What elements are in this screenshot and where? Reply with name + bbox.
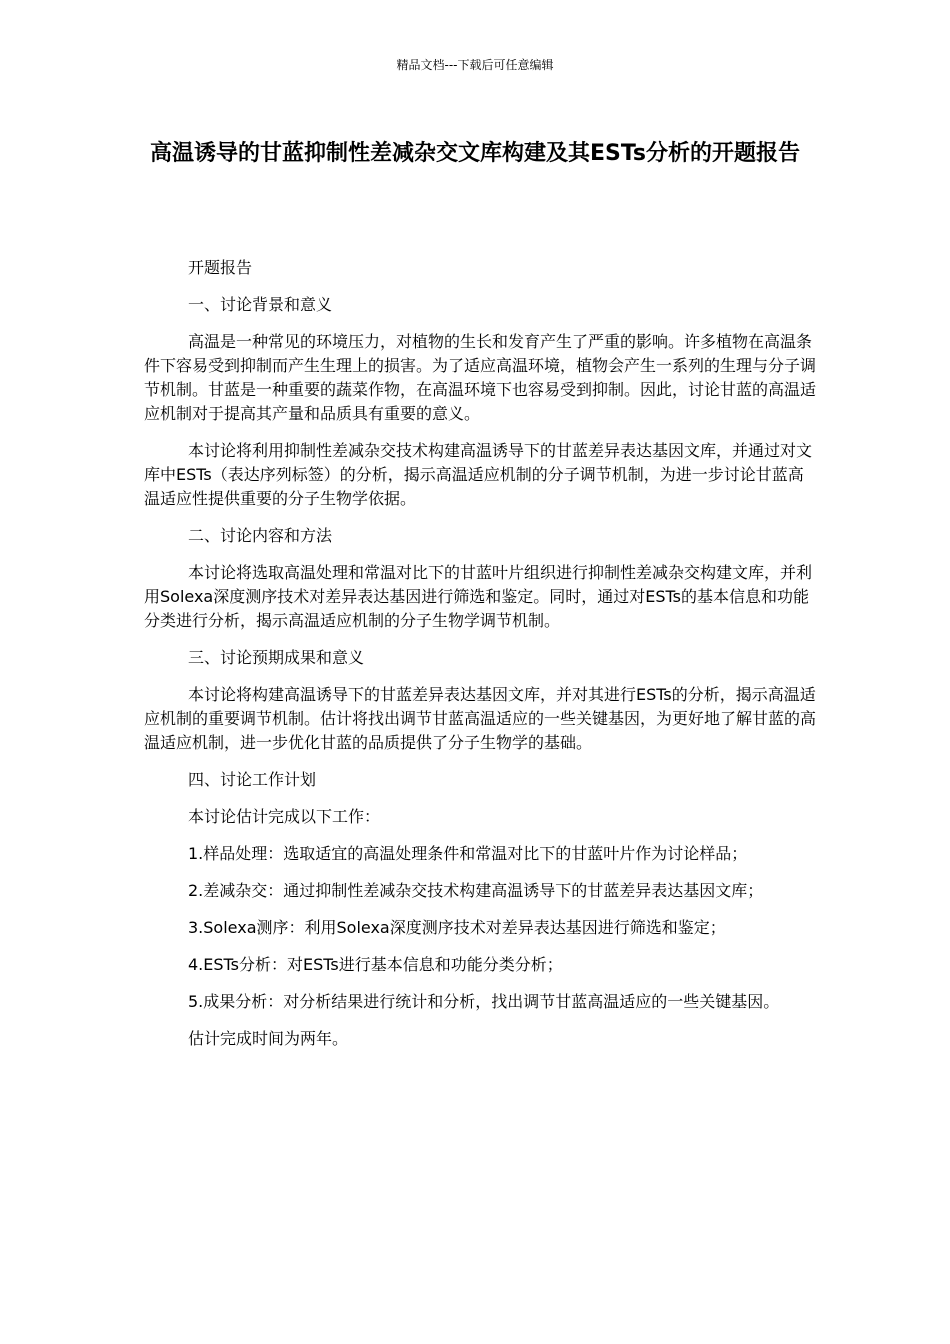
paragraph-outcomes: 本讨论将构建高温诱导下的甘蓝差异表达基因文库，并对其进行ESTs的分析，揭示高温适应机制的重要调节机制。估计将找出调节甘蓝高温适应的一些关键基因，为更好地了解甘蓝的高温适应机制，进一步优化甘蓝的品质提供了分子生物学的基础。 xyxy=(144,685,817,752)
paragraph-methods: 本讨论将选取高温处理和常温对比下的甘蓝叶片组织进行抑制性差减杂交构建文库，并利用Solexa深度测序技术对差异表达基因进行筛选和鉴定。同时，通过对ESTs的基本信息和功能分类进行分析，揭示高温适应机制的分子生物学调节机制。 xyxy=(144,563,813,630)
document-title: 高温诱导的甘蓝抑制性差减杂交文库构建及其ESTs分析的开题报告 xyxy=(149,141,801,166)
page-header: 精品文档---下载后可任意编辑 xyxy=(396,58,554,72)
report-label: 开题报告 xyxy=(188,258,253,277)
plan-item-4: 4.ESTs分析：对ESTs进行基本信息和功能分类分析； xyxy=(188,955,563,974)
paragraph-plan-intro: 本讨论估计完成以下工作： xyxy=(188,807,381,826)
section-heading-plan: 四、讨论工作计划 xyxy=(188,770,317,789)
section-heading-outcomes: 三、讨论预期成果和意义 xyxy=(188,648,365,667)
paragraph-background: 高温是一种常见的环境压力，对植物的生长和发育产生了严重的影响。许多植物在高温条件下容易受到抑制而产生生理上的损害。为了适应高温环境，植物会产生一系列的生理与分子调节机制。甘蓝是一种重要的蔬菜作物，在高温环境下也容易受到抑制。因此，讨论甘蓝的高温适应机制对于提高其产量和品质具有重要的意义。 xyxy=(144,332,817,423)
section-heading-background: 一、讨论背景和意义 xyxy=(188,295,333,314)
document-body xyxy=(144,256,816,1064)
paragraph-purpose: 本讨论将利用抑制性差减杂交技术构建高温诱导下的甘蓝差异表达基因文库，并通过对文库中ESTs（表达序列标签）的分析，揭示高温适应机制的分子调节机制，为进一步讨论甘蓝高温适应性提供重要的分子生物学依据。 xyxy=(144,441,813,508)
paragraph-timeline: 估计完成时间为两年。 xyxy=(188,1029,349,1048)
plan-item-3: 3.Solexa测序：利用Solexa深度测序技术对差异表达基因进行筛选和鉴定； xyxy=(188,918,726,937)
plan-item-5: 5.成果分析：对分析结果进行统计和分析，找出调节甘蓝高温适应的一些关键基因。 xyxy=(188,992,780,1011)
plan-item-1: 1.样品处理：选取适宜的高温处理条件和常温对比下的甘蓝叶片作为讨论样品； xyxy=(188,844,748,863)
section-heading-methods: 二、讨论内容和方法 xyxy=(188,526,333,545)
plan-item-2: 2.差减杂交：通过抑制性差减杂交技术构建高温诱导下的甘蓝差异表达基因文库； xyxy=(188,881,764,900)
